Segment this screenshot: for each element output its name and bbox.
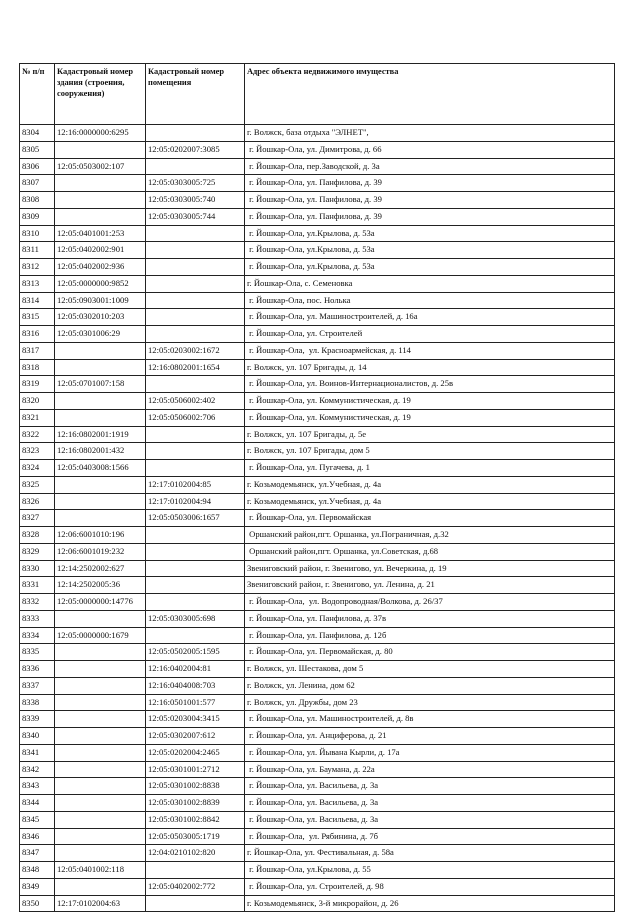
row-number-cell: 8326 — [20, 493, 55, 510]
premises-cadastral-cell: 12:05:0506002:706 — [146, 409, 245, 426]
premises-cadastral-cell: 12:05:0303005:698 — [146, 610, 245, 627]
building-cadastral-cell — [55, 393, 146, 410]
address-cell: г. Волжск, ул. Ленина, дом 62 — [245, 677, 615, 694]
table-row — [20, 862, 615, 879]
building-cadastral-cell: 12:17:0102004:63 — [55, 895, 146, 912]
address-cell: г. Волжск, база отдыха "ЭЛНЕТ", — [245, 125, 615, 142]
address-cell: г. Йошкар-Ола, ул. Машиностроителей, д. 16а — [245, 309, 615, 326]
address-cell: г. Йошкар-Ола, ул. Панфилова, д. 39 — [245, 175, 615, 192]
building-cadastral-cell — [55, 845, 146, 862]
address-cell: г. Йошкар-Ола, ул. Фестивальная, д. 58а — [245, 845, 615, 862]
table-row — [20, 292, 615, 309]
row-number-cell: 8313 — [20, 275, 55, 292]
premises-cadastral-cell: 12:05:0303005:744 — [146, 208, 245, 225]
row-number-cell: 8337 — [20, 677, 55, 694]
table-row — [20, 610, 615, 627]
row-number-cell: 8348 — [20, 862, 55, 879]
row-number-cell: 8318 — [20, 359, 55, 376]
row-number-cell: 8305 — [20, 141, 55, 158]
table-row — [20, 594, 615, 611]
header-address: Адрес объекта недвижимого имущества — [245, 64, 615, 125]
row-number-cell: 8309 — [20, 208, 55, 225]
premises-cadastral-cell — [146, 292, 245, 309]
row-number-cell: 8320 — [20, 393, 55, 410]
premises-cadastral-cell: 12:05:0503005:1719 — [146, 828, 245, 845]
table-row — [20, 644, 615, 661]
building-cadastral-cell — [55, 476, 146, 493]
premises-cadastral-cell — [146, 158, 245, 175]
row-number-cell: 8339 — [20, 711, 55, 728]
building-cadastral-cell — [55, 878, 146, 895]
premises-cadastral-cell: 12:16:0402004:81 — [146, 661, 245, 678]
building-cadastral-cell — [55, 208, 146, 225]
row-number-cell: 8343 — [20, 778, 55, 795]
building-cadastral-cell — [55, 711, 146, 728]
row-number-cell: 8329 — [20, 543, 55, 560]
row-number-cell: 8336 — [20, 661, 55, 678]
building-cadastral-cell — [55, 811, 146, 828]
building-cadastral-cell — [55, 795, 146, 812]
table-row — [20, 326, 615, 343]
premises-cadastral-cell: 12:16:0501001:577 — [146, 694, 245, 711]
address-cell: г. Йошкар-Ола, ул. Васильева, д. 3а — [245, 795, 615, 812]
address-cell: г. Волжск, ул. Дружбы, дом 23 — [245, 694, 615, 711]
row-number-cell: 8345 — [20, 811, 55, 828]
building-cadastral-cell: 12:05:0503002:107 — [55, 158, 146, 175]
table-row — [20, 242, 615, 259]
premises-cadastral-cell — [146, 242, 245, 259]
building-cadastral-cell: 12:05:0402002:901 — [55, 242, 146, 259]
premises-cadastral-cell: 12:04:0210102:820 — [146, 845, 245, 862]
row-number-cell: 8327 — [20, 510, 55, 527]
building-cadastral-cell — [55, 728, 146, 745]
table-row — [20, 208, 615, 225]
table-row — [20, 493, 615, 510]
table-row — [20, 225, 615, 242]
table-row — [20, 677, 615, 694]
building-cadastral-cell — [55, 778, 146, 795]
building-cadastral-cell: 12:05:0302010:203 — [55, 309, 146, 326]
building-cadastral-cell — [55, 359, 146, 376]
row-number-cell: 8315 — [20, 309, 55, 326]
table-row — [20, 192, 615, 209]
address-cell: г. Козьмодемьянск, ул.Учебная, д. 4а — [245, 476, 615, 493]
table-row — [20, 426, 615, 443]
table-row — [20, 141, 615, 158]
row-number-cell: 8319 — [20, 376, 55, 393]
table-row — [20, 795, 615, 812]
premises-cadastral-cell — [146, 376, 245, 393]
table-row — [20, 627, 615, 644]
premises-cadastral-cell — [146, 627, 245, 644]
building-cadastral-cell — [55, 510, 146, 527]
table-row — [20, 744, 615, 761]
address-cell: г. Йошкар-Ола, ул. Коммунистическая, д. 19 — [245, 393, 615, 410]
premises-cadastral-cell: 12:05:0302007:612 — [146, 728, 245, 745]
address-cell: г. Йошкар-Ола, ул. Панфилова, д. 39 — [245, 192, 615, 209]
premises-cadastral-cell — [146, 560, 245, 577]
building-cadastral-cell — [55, 141, 146, 158]
premises-cadastral-cell — [146, 275, 245, 292]
building-cadastral-cell: 12:05:0401001:253 — [55, 225, 146, 242]
building-cadastral-cell — [55, 677, 146, 694]
registry-table — [19, 63, 615, 912]
table-row — [20, 125, 615, 142]
premises-cadastral-cell — [146, 895, 245, 912]
table-row — [20, 476, 615, 493]
premises-cadastral-cell: 12:05:0301002:8838 — [146, 778, 245, 795]
address-cell: г. Козьмодемьянск, 3-й микрорайон, д. 26 — [245, 895, 615, 912]
row-number-cell: 8333 — [20, 610, 55, 627]
row-number-cell: 8350 — [20, 895, 55, 912]
premises-cadastral-cell — [146, 543, 245, 560]
building-cadastral-cell: 12:05:0401002:118 — [55, 862, 146, 879]
building-cadastral-cell — [55, 694, 146, 711]
row-number-cell: 8342 — [20, 761, 55, 778]
table-row — [20, 761, 615, 778]
table-row — [20, 342, 615, 359]
building-cadastral-cell — [55, 610, 146, 627]
table-row — [20, 778, 615, 795]
row-number-cell: 8304 — [20, 125, 55, 142]
table-row — [20, 409, 615, 426]
header-building-cadastral: Кадастровый номер здания (строения, сооружения) — [55, 64, 146, 125]
row-number-cell: 8323 — [20, 443, 55, 460]
premises-cadastral-cell: 12:17:0102004:94 — [146, 493, 245, 510]
table-body — [20, 125, 615, 912]
row-number-cell: 8306 — [20, 158, 55, 175]
address-cell: г. Йошкар-Ола, ул.Крылова, д. 53а — [245, 259, 615, 276]
building-cadastral-cell: 12:05:0000000:1679 — [55, 627, 146, 644]
address-cell: г. Йошкар-Ола, ул. Коммунистическая, д. 19 — [245, 409, 615, 426]
premises-cadastral-cell — [146, 577, 245, 594]
header-row-number: № п/п — [20, 64, 55, 125]
address-cell: г. Йошкар-Ола, ул. Васильева, д. 3а — [245, 811, 615, 828]
building-cadastral-cell: 12:05:0000000:9852 — [55, 275, 146, 292]
premises-cadastral-cell: 12:05:0203002:1672 — [146, 342, 245, 359]
address-cell: г. Волжск, ул. 107 Бригады, д. 14 — [245, 359, 615, 376]
address-cell: г. Козьмодемьянск, ул.Учебная, д. 4а — [245, 493, 615, 510]
premises-cadastral-cell: 12:05:0301001:2712 — [146, 761, 245, 778]
header-row — [20, 64, 615, 125]
address-cell: г. Йошкар-Ола, ул. Красноармейская, д. 114 — [245, 342, 615, 359]
address-cell: г. Йошкар-Ола, ул. Воинов-Интернационалистов, д. 25в — [245, 376, 615, 393]
address-cell: г. Йошкар-Ола, ул. Строителей — [245, 326, 615, 343]
row-number-cell: 8321 — [20, 409, 55, 426]
building-cadastral-cell — [55, 761, 146, 778]
address-cell: г. Йошкар-Ола, ул. Димитрова, д. 66 — [245, 141, 615, 158]
building-cadastral-cell: 12:05:0402002:936 — [55, 259, 146, 276]
table-row — [20, 728, 615, 745]
table-row — [20, 543, 615, 560]
row-number-cell: 8331 — [20, 577, 55, 594]
row-number-cell: 8310 — [20, 225, 55, 242]
address-cell: г. Йошкар-Ола, ул. Йывана Кырли, д. 17а — [245, 744, 615, 761]
premises-cadastral-cell — [146, 309, 245, 326]
building-cadastral-cell: 12:16:0802001:1919 — [55, 426, 146, 443]
table-row — [20, 878, 615, 895]
building-cadastral-cell: 12:05:0903001:1009 — [55, 292, 146, 309]
premises-cadastral-cell — [146, 125, 245, 142]
premises-cadastral-cell: 12:05:0202007:3085 — [146, 141, 245, 158]
table-row — [20, 560, 615, 577]
row-number-cell: 8335 — [20, 644, 55, 661]
row-number-cell: 8316 — [20, 326, 55, 343]
table-row — [20, 309, 615, 326]
address-cell: г. Йошкар-Ола, ул. Пугачева, д. 1 — [245, 460, 615, 477]
building-cadastral-cell: 12:16:0000000:6295 — [55, 125, 146, 142]
table-row — [20, 811, 615, 828]
row-number-cell: 8314 — [20, 292, 55, 309]
address-cell: г. Йошкар-Ола, ул. Панфилова, д. 37в — [245, 610, 615, 627]
premises-cadastral-cell: 12:05:0402002:772 — [146, 878, 245, 895]
building-cadastral-cell: 12:05:0403008:1566 — [55, 460, 146, 477]
building-cadastral-cell — [55, 644, 146, 661]
address-cell: Звениговский район, г. Звенигово, ул. Вечеркина, д. 19 — [245, 560, 615, 577]
table-header — [20, 64, 615, 125]
row-number-cell: 8332 — [20, 594, 55, 611]
building-cadastral-cell — [55, 342, 146, 359]
row-number-cell: 8349 — [20, 878, 55, 895]
row-number-cell: 8312 — [20, 259, 55, 276]
address-cell: г. Йошкар-Ола, ул. Рябинина, д. 7б — [245, 828, 615, 845]
premises-cadastral-cell — [146, 594, 245, 611]
row-number-cell: 8341 — [20, 744, 55, 761]
building-cadastral-cell — [55, 493, 146, 510]
row-number-cell: 8330 — [20, 560, 55, 577]
address-cell: г. Йошкар-Ола, ул. Панфилова, д. 39 — [245, 208, 615, 225]
table-row — [20, 393, 615, 410]
address-cell: г. Йошкар-Ола, пос. Нолька — [245, 292, 615, 309]
building-cadastral-cell — [55, 192, 146, 209]
building-cadastral-cell: 12:16:0802001:432 — [55, 443, 146, 460]
premises-cadastral-cell: 12:05:0301002:8839 — [146, 795, 245, 812]
building-cadastral-cell — [55, 409, 146, 426]
building-cadastral-cell: 12:05:0701007:158 — [55, 376, 146, 393]
building-cadastral-cell — [55, 661, 146, 678]
table-row — [20, 828, 615, 845]
table-row — [20, 275, 615, 292]
address-cell: Оршанский район,пгт. Оршанка, ул.Пограничная, д.32 — [245, 527, 615, 544]
table-row — [20, 443, 615, 460]
row-number-cell: 8307 — [20, 175, 55, 192]
table-row — [20, 527, 615, 544]
premises-cadastral-cell: 12:05:0503006:1657 — [146, 510, 245, 527]
building-cadastral-cell — [55, 828, 146, 845]
row-number-cell: 8324 — [20, 460, 55, 477]
premises-cadastral-cell: 12:05:0502005:1595 — [146, 644, 245, 661]
row-number-cell: 8334 — [20, 627, 55, 644]
table-row — [20, 895, 615, 912]
row-number-cell: 8325 — [20, 476, 55, 493]
address-cell: г. Йошкар-Ола, ул. Машиностроителей, д. 8в — [245, 711, 615, 728]
table-row — [20, 359, 615, 376]
premises-cadastral-cell: 12:16:0802001:1654 — [146, 359, 245, 376]
address-cell: г. Йошкар-Ола, ул. Первомайская, д. 80 — [245, 644, 615, 661]
premises-cadastral-cell — [146, 443, 245, 460]
address-cell: г. Волжск, ул. 107 Бригады, дом 5 — [245, 443, 615, 460]
row-number-cell: 8328 — [20, 527, 55, 544]
premises-cadastral-cell: 12:05:0202004:2465 — [146, 744, 245, 761]
address-cell: г. Йошкар-Ола, ул. Первомайская — [245, 510, 615, 527]
table-row — [20, 259, 615, 276]
address-cell: Оршанский район,пгт. Оршанка, ул.Советская, д.68 — [245, 543, 615, 560]
premises-cadastral-cell: 12:16:0404008:703 — [146, 677, 245, 694]
row-number-cell: 8317 — [20, 342, 55, 359]
row-number-cell: 8308 — [20, 192, 55, 209]
premises-cadastral-cell: 12:05:0303005:725 — [146, 175, 245, 192]
address-cell: г. Йошкар-Ола, ул.Крылова, д. 53а — [245, 242, 615, 259]
address-cell: г. Йошкар-Ола, ул. Строителей, д. 98 — [245, 878, 615, 895]
row-number-cell: 8344 — [20, 795, 55, 812]
table-row — [20, 845, 615, 862]
building-cadastral-cell: 12:14:2502002:627 — [55, 560, 146, 577]
address-cell: Звениговский район, г. Звенигово, ул. Ленина, д. 21 — [245, 577, 615, 594]
row-number-cell: 8311 — [20, 242, 55, 259]
header-premises-cadastral: Кадастровый номер помещения — [146, 64, 245, 125]
premises-cadastral-cell: 12:05:0203004:3415 — [146, 711, 245, 728]
building-cadastral-cell — [55, 744, 146, 761]
building-cadastral-cell: 12:06:6001010:196 — [55, 527, 146, 544]
premises-cadastral-cell — [146, 426, 245, 443]
row-number-cell: 8338 — [20, 694, 55, 711]
premises-cadastral-cell: 12:17:0102004:85 — [146, 476, 245, 493]
address-cell: г. Йошкар-Ола, ул. Васильева, д. 3а — [245, 778, 615, 795]
address-cell: г. Йошкар-Ола, ул. Панфилова, д. 12б — [245, 627, 615, 644]
building-cadastral-cell: 12:14:2502005:36 — [55, 577, 146, 594]
premises-cadastral-cell: 12:05:0301002:8842 — [146, 811, 245, 828]
address-cell: г. Йошкар-Ола, ул. Баумана, д. 22а — [245, 761, 615, 778]
premises-cadastral-cell: 12:05:0506002:402 — [146, 393, 245, 410]
address-cell: г. Волжск, ул. 107 Бригады, д. 5е — [245, 426, 615, 443]
address-cell: г. Йошкар-Ола, ул. Анциферова, д. 21 — [245, 728, 615, 745]
row-number-cell: 8322 — [20, 426, 55, 443]
address-cell: г. Волжск, ул. Шестакова, дом 5 — [245, 661, 615, 678]
premises-cadastral-cell — [146, 862, 245, 879]
address-cell: г. Йошкар-Ола, ул.Крылова, д. 55 — [245, 862, 615, 879]
table-row — [20, 577, 615, 594]
table-row — [20, 711, 615, 728]
table-row — [20, 158, 615, 175]
premises-cadastral-cell — [146, 259, 245, 276]
building-cadastral-cell: 12:05:0301006:29 — [55, 326, 146, 343]
table-row — [20, 694, 615, 711]
premises-cadastral-cell — [146, 460, 245, 477]
row-number-cell: 8346 — [20, 828, 55, 845]
building-cadastral-cell — [55, 175, 146, 192]
address-cell: г. Йошкар-Ола, пер.Заводской, д. 3а — [245, 158, 615, 175]
table-row — [20, 376, 615, 393]
premises-cadastral-cell — [146, 527, 245, 544]
row-number-cell: 8347 — [20, 845, 55, 862]
building-cadastral-cell: 12:05:0000000:14776 — [55, 594, 146, 611]
table-row — [20, 175, 615, 192]
address-cell: г. Йошкар-Ола, ул.Крылова, д. 53а — [245, 225, 615, 242]
table-row — [20, 510, 615, 527]
table-row — [20, 661, 615, 678]
premises-cadastral-cell — [146, 326, 245, 343]
row-number-cell: 8340 — [20, 728, 55, 745]
premises-cadastral-cell — [146, 225, 245, 242]
table-row — [20, 460, 615, 477]
address-cell: г. Йошкар-Ола, ул. Водопроводная/Волкова, д. 26/37 — [245, 594, 615, 611]
address-cell: г. Йошкар-Ола, с. Семеновка — [245, 275, 615, 292]
premises-cadastral-cell: 12:05:0303005:740 — [146, 192, 245, 209]
building-cadastral-cell: 12:06:6001019:232 — [55, 543, 146, 560]
